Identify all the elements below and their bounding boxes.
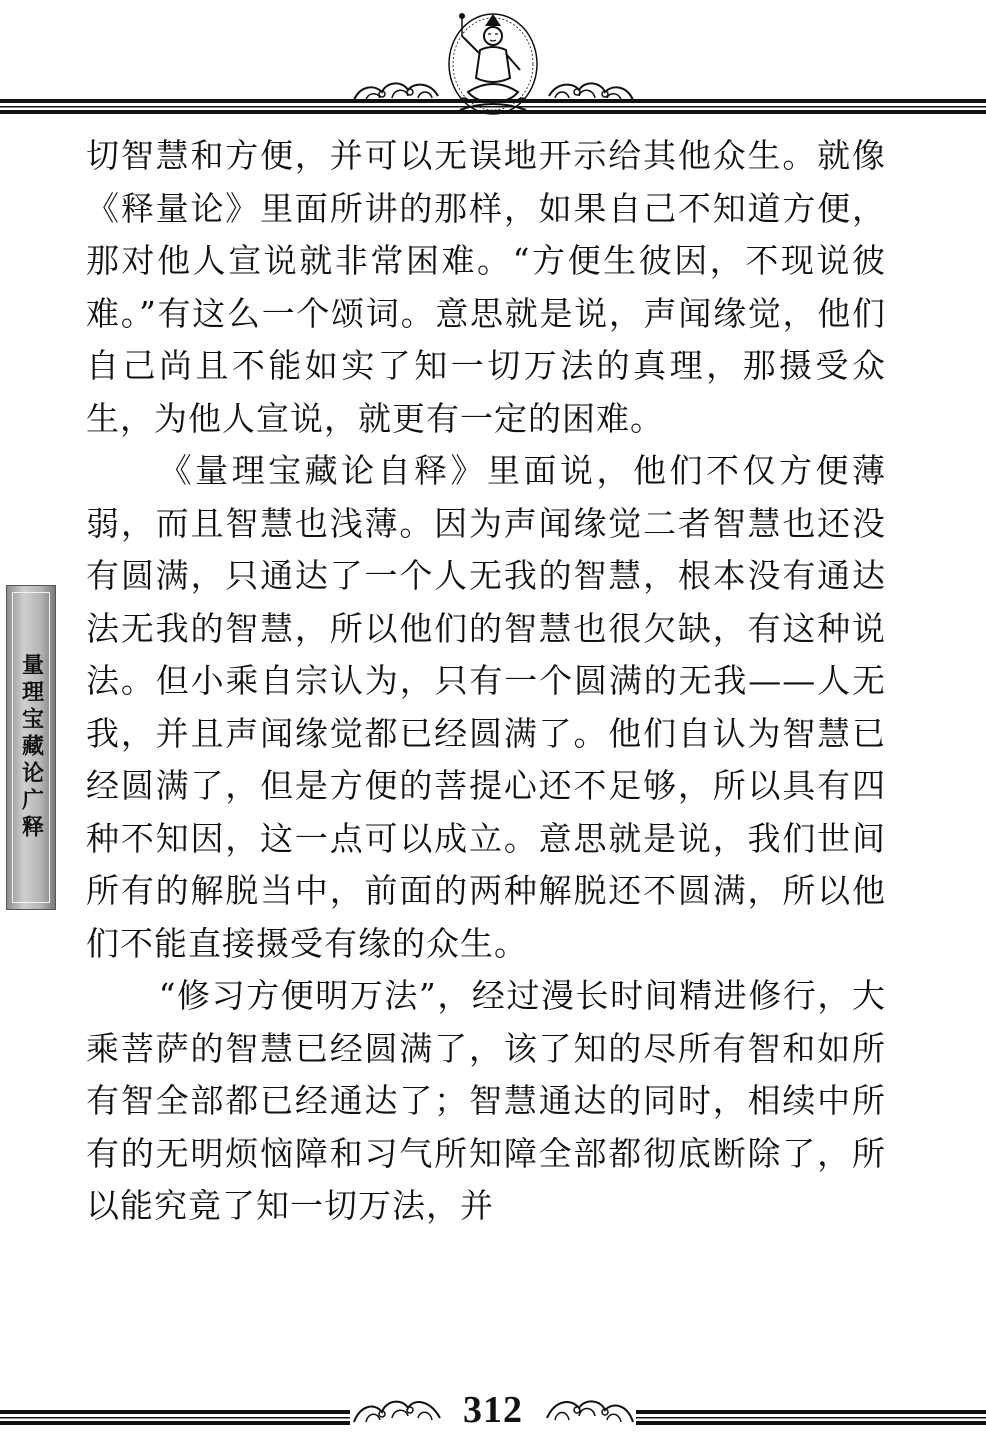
deity-illustration-icon — [440, 6, 546, 118]
side-tab-inner — [12, 592, 50, 903]
paragraph-3: “修习方便明万法”，经过漫长时间精进修行，大乘菩萨的智慧已经圆满了，该了知的尽所有智和如所有智全部都已经通达了；智慧通达的同时，相续中所有的无明烦恼障和习气所知障全部都彻底断除了，所以能究竟了知一切万法，并 — [86, 976, 886, 1225]
body-text — [86, 130, 886, 1233]
header-ornament — [0, 0, 986, 125]
paragraph-1: 切智慧和方便，并可以无误地开示给其他众生。就像《释量论》里面所讲的那样，如果自己不知道方便，那对他人宣说就非常困难。“方便生彼因，不现说彼难。”有这么一个颂词。意思就是说，声闻缘觉，他们自己尚且不能如实了知一切万法的真理，那摄受众生，为他人宣说，就更有一定的困难。 — [86, 136, 886, 438]
side-tab — [6, 585, 56, 910]
header-cloud-right-icon — [545, 78, 635, 104]
side-tab-title: 量理宝藏论广释 — [18, 653, 44, 842]
header-cloud-left-icon — [352, 78, 442, 104]
page-number: 312 — [463, 1389, 523, 1431]
paragraph-2: 《量理宝藏论自释》里面说，他们不仅方便薄弱，而且智慧也浅薄。因为声闻缘觉二者智慧也还没有圆满，只通达了一个人无我的智慧，根本没有通达法无我的智慧，所以他们的智慧也很欠缺，有这种说法。但小乘自宗认为，只有一个圆满的无我——人无我，并且声闻缘觉都已经圆满了。他们自认为智慧已经圆满了，但是方便的菩提心还不足够，所以具有四种不知因，这一点可以成立。意思就是说，我们世间所有的解脱当中，前面的两种解脱还不圆满，所以他们不能直接摄受有缘的众生。 — [86, 451, 886, 963]
